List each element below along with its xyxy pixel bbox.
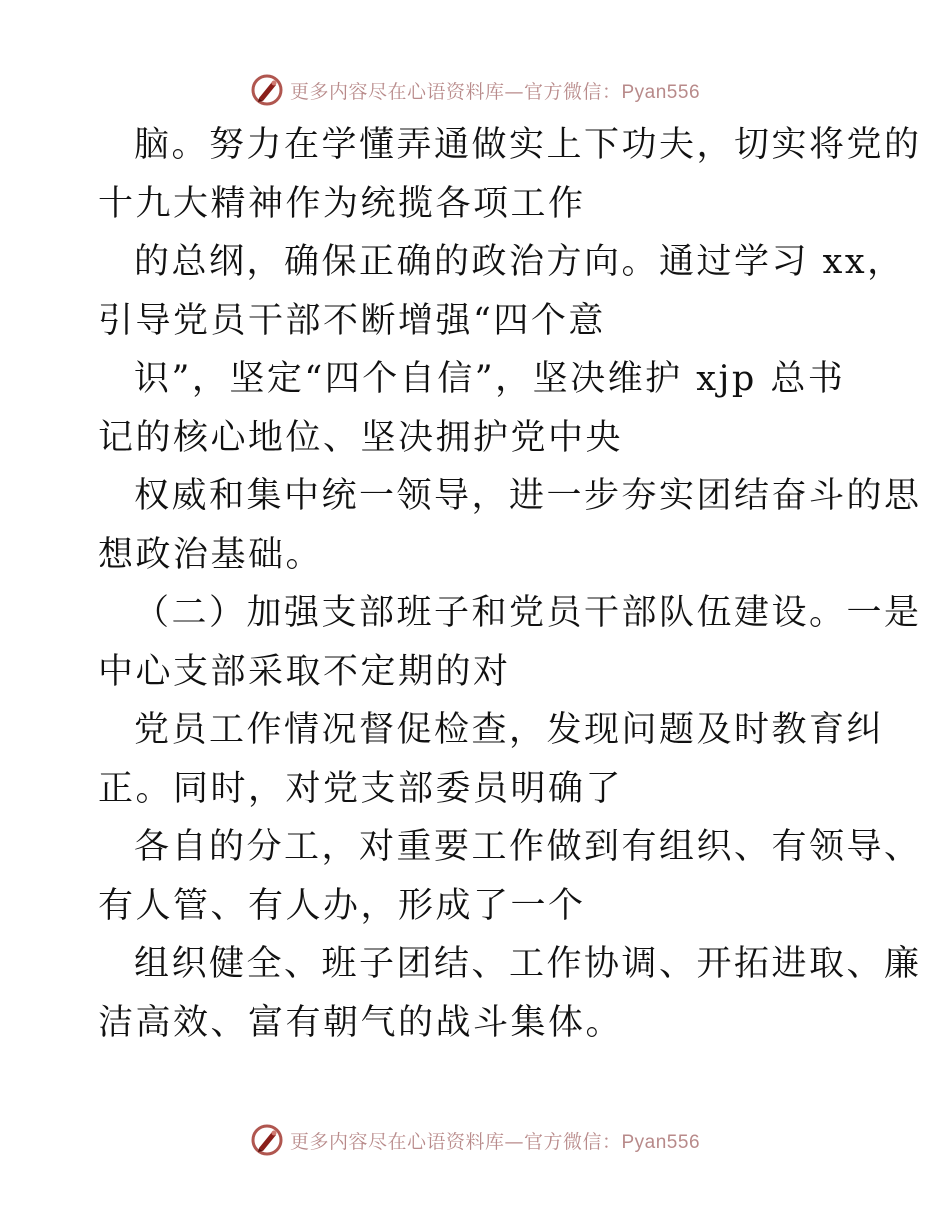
footer-banner [0,1120,950,1160]
body-line-14: 有人管、有人办，形成了一个 [98,885,586,926]
body-line-12: 正。同时，对党支部委员明确了 [98,768,624,809]
document-body [98,116,922,1052]
body-line-1: 脑。努力在学懂弄通做实上下功夫，切实将党的 [134,125,922,165]
body-line-2: 十九大精神作为统揽各项工作 [98,183,586,224]
body-line-11: 党员工作情况督促检查，发现问题及时教育纠 [134,710,885,750]
pen-logo-icon [250,1123,284,1157]
body-line-4: 引导党员干部不断增强“四个意 [98,300,606,341]
body-line-5: 识”，坚定“四个自信”，坚决维护 xjp 总书 [134,359,846,399]
body-line-16: 洁高效、富有朝气的战斗集体。 [98,1002,624,1043]
header-wechat-id: Pyan556 [621,81,701,103]
footer-wechat-id: Pyan556 [621,1131,701,1153]
body-line-15: 组织健全、班子团结、工作协调、开拓进取、廉 [134,944,922,984]
body-line-9: （二）加强支部班子和党员干部队伍建设。一是 [134,593,922,633]
body-line-8: 想政治基础。 [98,534,324,575]
pen-logo-icon [250,73,284,107]
body-line-6: 记的核心地位、坚决拥护党中央 [98,417,624,458]
header-banner-label: 更多内容尽在心语资料库—官方微信： [289,80,622,103]
body-line-10: 中心支部采取不定期的对 [98,651,511,692]
header-banner [0,70,950,110]
header-banner-text [290,77,700,104]
footer-banner-label: 更多内容尽在心语资料库—官方微信： [289,1130,622,1153]
header-banner-inner [250,73,700,107]
body-line-3: 的总纲，确保正确的政治方向。通过学习 xx， [134,242,905,282]
footer-banner-text [290,1127,700,1154]
body-line-7: 权威和集中统一领导，进一步夯实团结奋斗的思 [134,476,922,516]
body-line-13: 各自的分工，对重要工作做到有组织、有领导、 [134,827,922,867]
footer-banner-inner [250,1123,700,1157]
